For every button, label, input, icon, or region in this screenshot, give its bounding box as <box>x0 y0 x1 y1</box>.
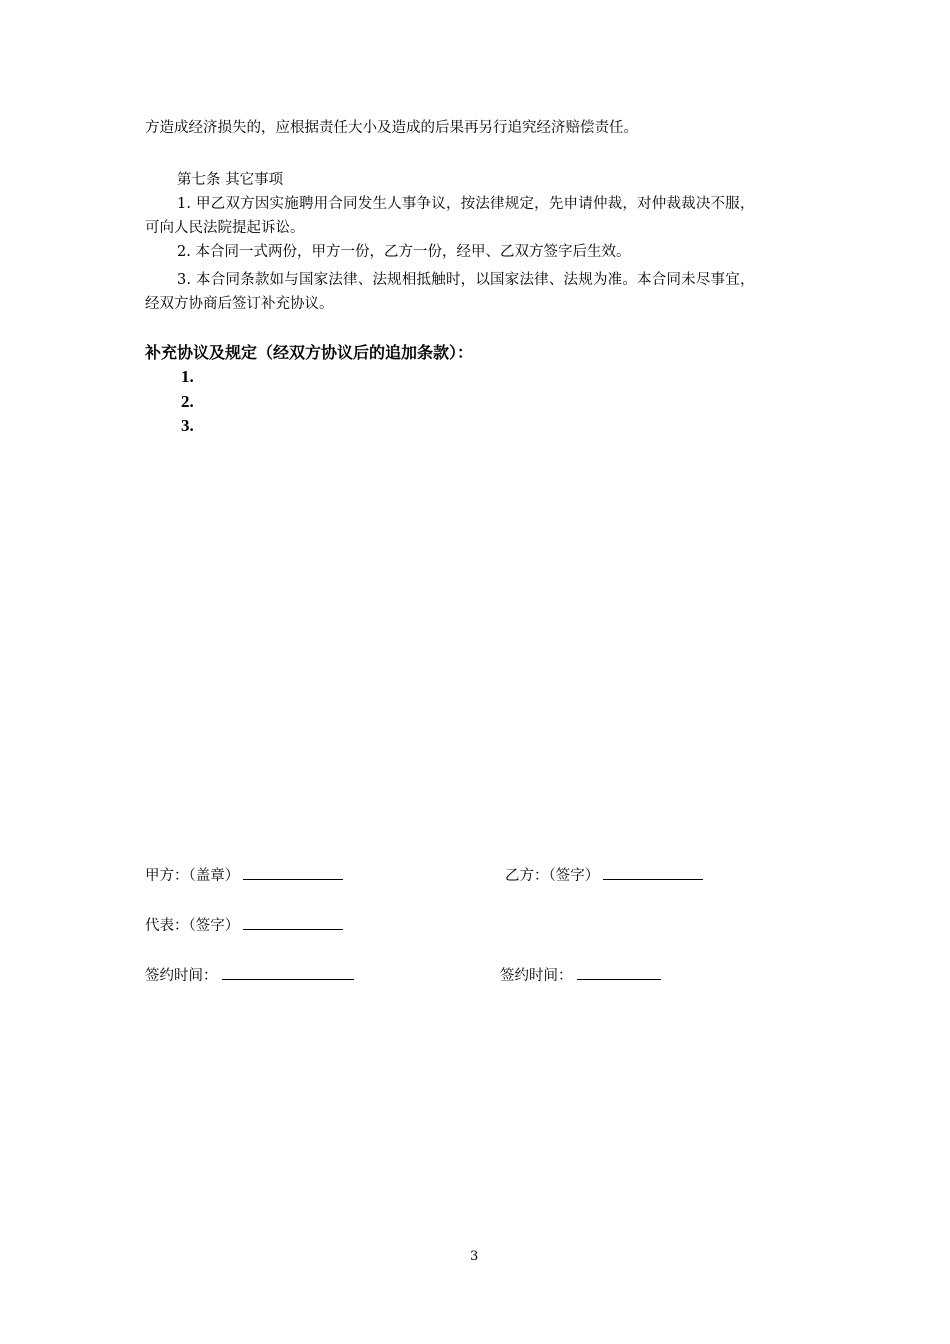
party-a-date-blank <box>222 966 354 980</box>
clause-continuation: 方造成经济损失的，应根据责任大小及造成的后果再另行追究经济赔偿责任。 <box>145 120 638 136</box>
party-b-blank <box>603 866 703 880</box>
party-a-label: 甲方：（盖章） <box>145 868 240 884</box>
article-7-item-1-cont: 可向人民法院提起诉讼。 <box>145 220 305 236</box>
article-7-item-1: 1. 甲乙双方因实施聘用合同发生人事争议，按法律规定，先申请仲裁，对仲裁裁决不服， <box>177 196 755 212</box>
article-7-item-2: 2. 本合同一式两份，甲方一份，乙方一份，经甲、乙双方签字后生效。 <box>177 244 631 260</box>
representative-label: 代表：（签字） <box>145 918 240 934</box>
party-a-date <box>145 966 354 985</box>
article-7-item-3: 3. 本合同条款如与国家法律、法规相抵触时，以国家法律、法规为准。本合同未尽事宜， <box>177 272 755 288</box>
party-a-date-label: 签约时间： <box>145 968 218 984</box>
party-a-signature <box>145 866 343 885</box>
representative-blank <box>243 916 343 930</box>
supplement-item-2: 2. <box>181 392 194 411</box>
representative-signature <box>145 916 343 935</box>
article-7-item-3-cont: 经双方协商后签订补充协议。 <box>145 296 334 312</box>
page-number: 3 <box>470 1249 479 1264</box>
party-b-label: 乙方：（签字） <box>505 868 600 884</box>
supplement-item-3: 3. <box>181 416 194 435</box>
party-b-date-blank <box>577 966 661 980</box>
party-a-blank <box>243 866 343 880</box>
party-b-signature <box>505 866 703 885</box>
article-7-title: 第七条 其它事项 <box>177 172 284 188</box>
supplement-heading: 补充协议及规定（经双方协议后的追加条款）： <box>145 343 474 362</box>
party-b-date <box>500 966 661 985</box>
supplement-item-1: 1. <box>181 367 194 386</box>
party-b-date-label: 签约时间： <box>500 968 573 984</box>
